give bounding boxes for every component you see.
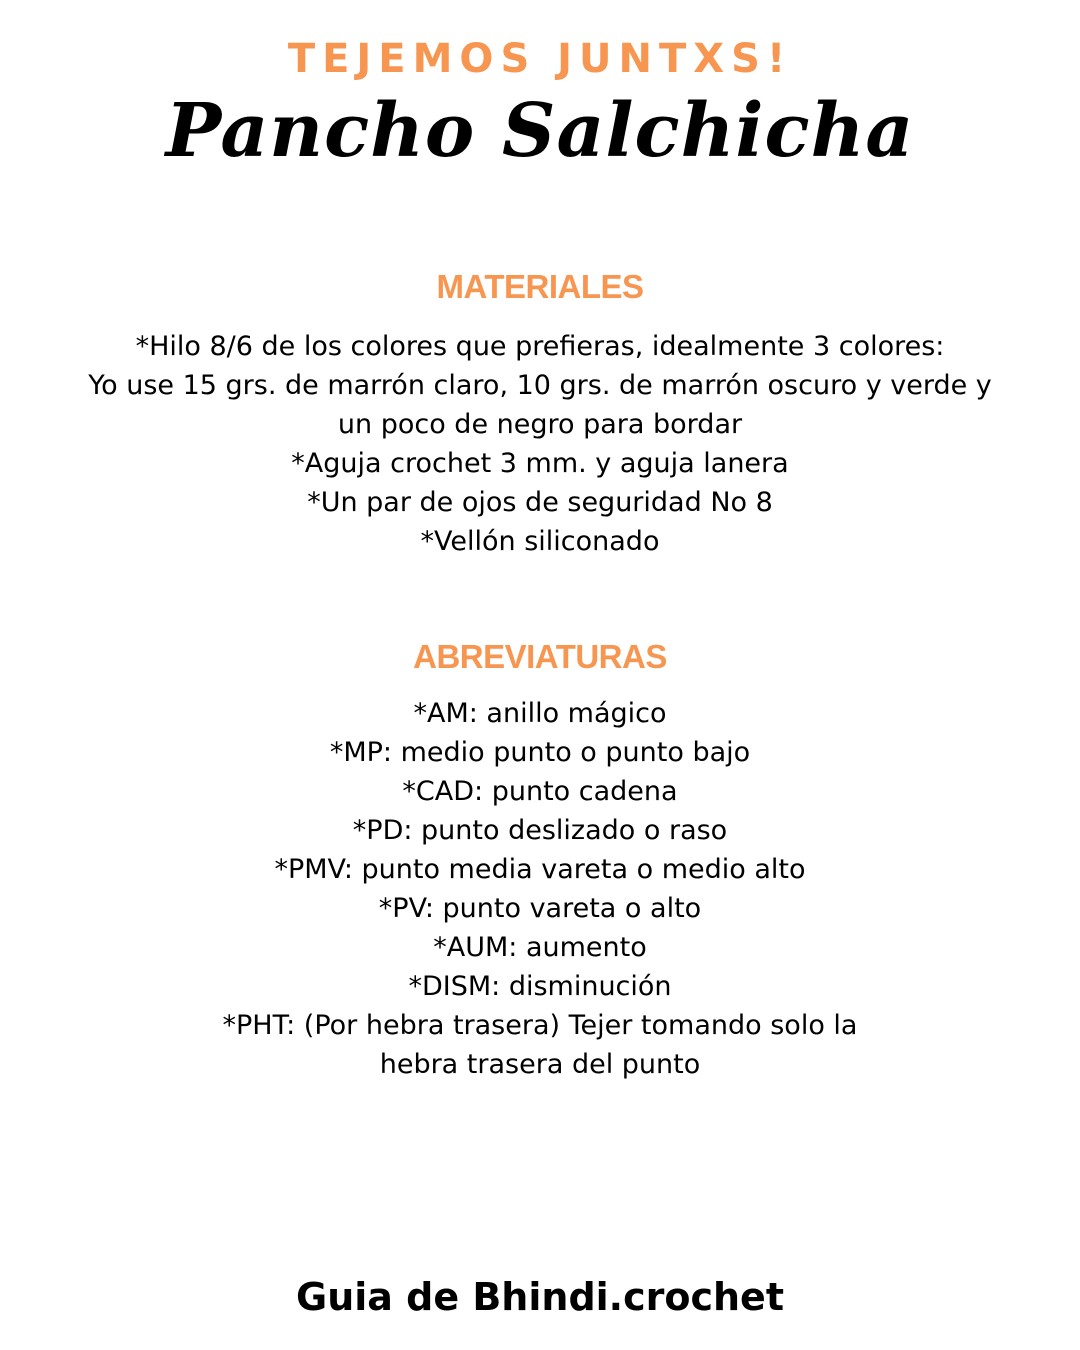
abbreviation-line: *AM: anillo mágico — [413, 698, 667, 729]
materials-line: *Hilo 8/6 de los colores que prefieras, idealmente 3 colores: — [135, 331, 945, 362]
materials-line: *Aguja crochet 3 mm. y aguja lanera — [291, 448, 789, 479]
abbreviation-line: *CAD: punto cadena — [402, 776, 678, 807]
footer-credit: Guia de Bhindi.crochet — [296, 1275, 784, 1319]
materials-line: *Vellón siliconado — [420, 526, 660, 557]
materials-line: un poco de negro para bordar — [337, 409, 743, 440]
materials-line: Yo use 15 grs. de marrón claro, 10 grs. de marrón oscuro y verde y — [88, 370, 992, 401]
abbreviations-list — [40, 694, 1040, 1084]
materials-heading: MATERIALES — [436, 268, 644, 305]
abbreviation-line: *AUM: aumento — [433, 932, 647, 963]
abbreviation-line: *MP: medio punto o punto bajo — [329, 737, 751, 768]
materials-line: *Un par de ojos de seguridad No 8 — [307, 487, 773, 518]
kicker-heading: TEJEMOS JUNTXS! — [287, 36, 793, 82]
abbreviation-line: *PMV: punto media vareta o medio alto — [274, 854, 806, 885]
page-title: Pancho Salchicha — [165, 88, 915, 174]
abbreviation-line: *PD: punto deslizado o raso — [352, 815, 728, 846]
materials-list — [40, 327, 1040, 561]
abbreviations-heading: ABREVIATURAS — [413, 638, 667, 675]
abbreviation-line: *PHT: (Por hebra trasera) Tejer tomando solo la — [222, 1010, 858, 1041]
abbreviation-line: *PV: punto vareta o alto — [378, 893, 702, 924]
abbreviation-line: *DISM: disminución — [408, 971, 672, 1002]
abbreviation-line: hebra trasera del punto — [379, 1049, 701, 1080]
